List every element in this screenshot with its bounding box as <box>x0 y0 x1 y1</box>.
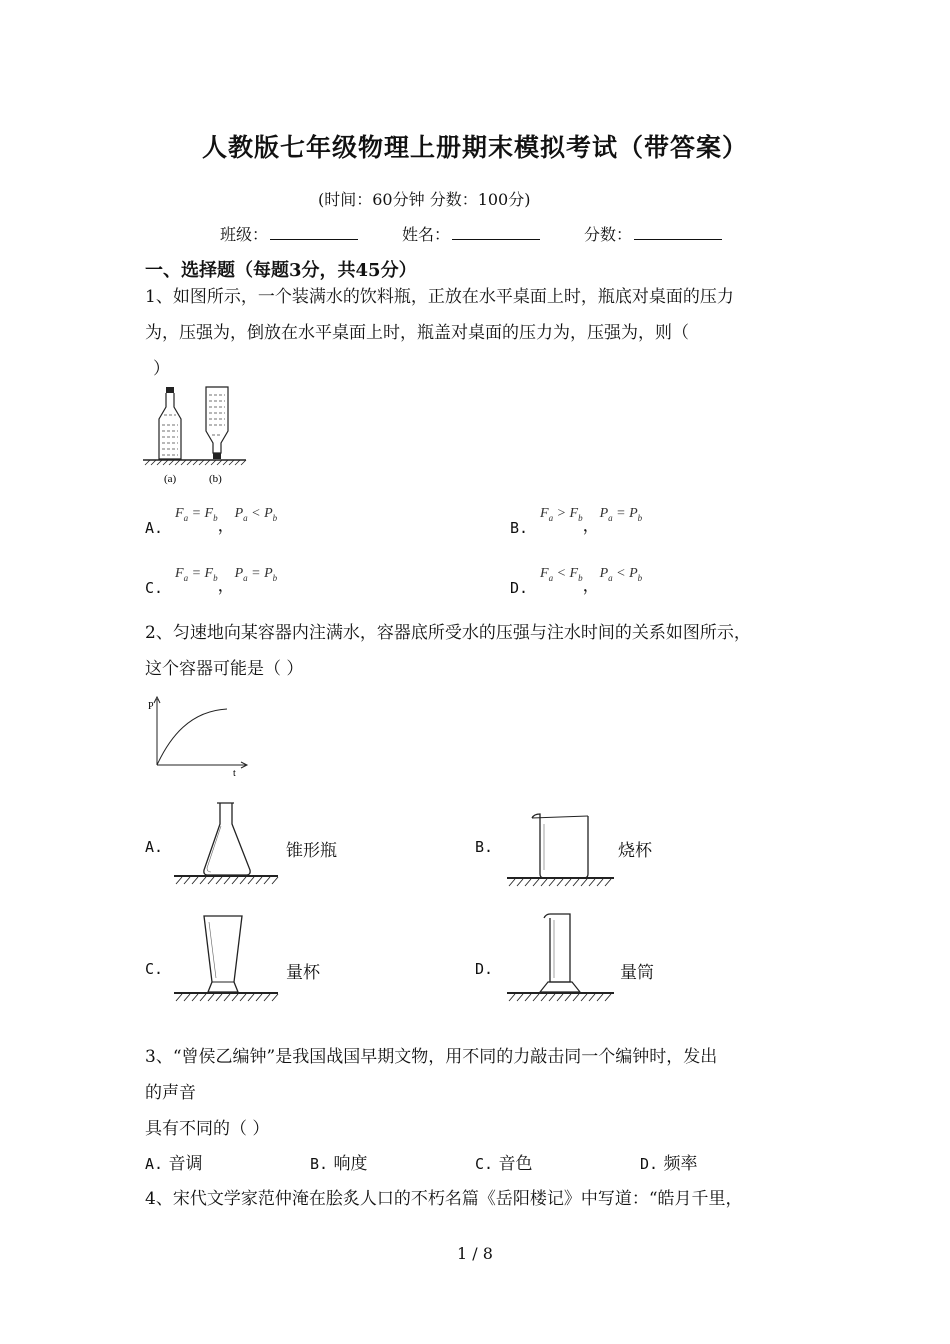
bottle-b <box>206 387 228 459</box>
q2-option-b-text: 烧杯 <box>618 841 652 861</box>
q2-line1: 2、匀速地向某容器内注满水，容器底所受水的压强与注水时间的关系如图所示， <box>145 623 751 643</box>
q3-option-c-label: C. <box>475 1155 494 1173</box>
q3-option-b[interactable] <box>310 1149 367 1174</box>
q1-option-b-force: $F_a > F_b$ <box>540 506 583 523</box>
fig-label-b: (b) <box>209 473 222 485</box>
q1-option-c-pressure: $P_a = P_b$ <box>234 566 278 583</box>
graph-x-label: t <box>233 768 236 779</box>
q3-line1: 3、“曾侯乙编钟”是我国战国早期文物，用不同的力敲击同一个编钟时，发出 <box>145 1047 718 1067</box>
q1-line3: ） <box>153 359 170 379</box>
q1-option-c-comma: ， <box>217 576 235 596</box>
q1-line1: 1、如图所示，一个装满水的饮料瓶，正放在水平桌面上时，瓶底对桌面的压力 <box>145 287 734 307</box>
q1-option-d[interactable] <box>510 562 642 597</box>
q3-option-d-label: D. <box>640 1155 659 1173</box>
q3-line2: 的声音 <box>145 1083 196 1103</box>
q1-line2: 为，压强为，倒放在水平桌面上时，瓶盖对桌面的压力为，压强为，则（ <box>145 323 689 343</box>
q2-option-a-text: 锥形瓶 <box>286 841 337 861</box>
bottle-figure <box>140 385 250 485</box>
graduated-cylinder-figure <box>504 910 616 1010</box>
class-field <box>220 222 358 245</box>
page-number: 1 / 8 <box>457 1244 493 1263</box>
q3-option-c-text: 音色 <box>498 1154 533 1174</box>
q3-option-b-label: B. <box>310 1155 329 1173</box>
measuring-cup-figure <box>172 912 282 1010</box>
name-label: 姓名： <box>402 225 451 244</box>
page-title: 人教版七年级物理上册期末模拟考试（带答案） <box>201 133 748 162</box>
q3-option-d[interactable] <box>640 1149 697 1174</box>
q1-option-d-comma: ， <box>582 576 600 596</box>
q2-option-d-text: 量筒 <box>620 963 654 983</box>
bottle-a <box>159 387 181 459</box>
score-blank <box>634 225 722 240</box>
q3-option-c[interactable] <box>475 1149 532 1174</box>
q1-option-c-force: $F_a = F_b$ <box>175 566 218 583</box>
q2-option-c-label[interactable]: C. <box>145 960 164 978</box>
q3-option-a[interactable] <box>145 1149 202 1174</box>
q2-option-a-label[interactable]: A. <box>145 838 164 856</box>
q1-option-c[interactable] <box>145 562 277 597</box>
q2-line2: 这个容器可能是（ ） <box>145 659 304 679</box>
q1-option-a-pressure: $P_a < P_b$ <box>234 506 278 523</box>
q1-option-d-force: $F_a < F_b$ <box>540 566 583 583</box>
q1-option-a-label: A. <box>145 519 164 537</box>
q1-option-b-label: B. <box>510 519 529 537</box>
score-field <box>584 222 722 245</box>
graph-y-label: P <box>148 701 154 712</box>
name-field <box>402 222 540 245</box>
q3-option-b-text: 响度 <box>333 1154 368 1174</box>
q1-option-b[interactable] <box>510 502 642 537</box>
score-label: 分数： <box>584 225 633 244</box>
q3-option-a-text: 音调 <box>168 1154 203 1174</box>
class-label: 班级： <box>220 225 269 244</box>
name-blank <box>452 225 540 240</box>
q2-option-c-text: 量杯 <box>286 963 320 983</box>
pressure-time-graph <box>145 697 255 779</box>
conical-flask-figure <box>172 800 282 886</box>
q1-option-d-label: D. <box>510 579 529 597</box>
q1-option-c-label: C. <box>145 579 164 597</box>
fig-label-a: (a) <box>164 473 177 485</box>
time-score: (时间：60分钟 分数：100分) <box>318 190 531 209</box>
class-blank <box>270 225 358 240</box>
q1-option-a[interactable] <box>145 502 277 537</box>
q4-line1: 4、宋代文学家范仲淹在脍炙人口的不朽名篇《岳阳楼记》中写道：“皓月千里， <box>145 1189 743 1209</box>
q1-option-a-comma: ， <box>217 516 235 536</box>
q1-option-b-pressure: $P_a = P_b$ <box>599 506 643 523</box>
beaker-figure <box>504 808 616 888</box>
q1-option-d-pressure: $P_a < P_b$ <box>599 566 643 583</box>
q3-line3: 具有不同的（ ） <box>145 1119 270 1139</box>
section-heading: 一、选择题（每题3分，共45分） <box>145 260 417 281</box>
q2-option-d-label[interactable]: D. <box>475 960 494 978</box>
q1-option-b-comma: ， <box>582 516 600 536</box>
q2-option-b-label[interactable]: B. <box>475 838 494 856</box>
q3-option-a-label: A. <box>145 1155 164 1173</box>
q3-option-d-text: 频率 <box>663 1154 698 1174</box>
q1-option-a-force: $F_a = F_b$ <box>175 506 218 523</box>
